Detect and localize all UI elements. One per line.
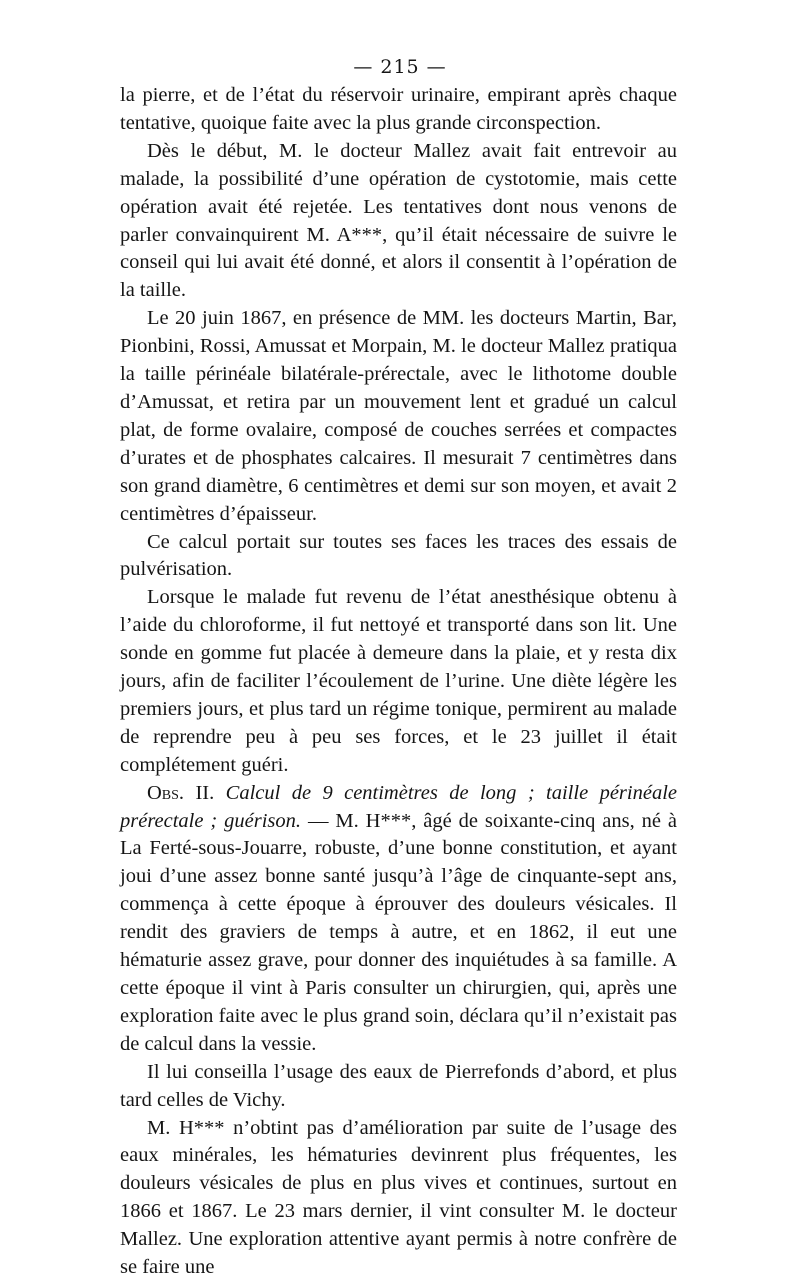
paragraph: Dès le début, M. le docteur Mallez avait fait entrevoir au malade, la possibilité d’une opération de cystotomie, mais cette opération avait été rejetée. Les tentatives dont nous venons de parler convainquirent M. A***, qu’il était nécessaire de suivre le conseil qui lui avait été donné, et alors il consentit à l’opération de la taille. bbox=[120, 139, 677, 302]
paragraph: Lorsque le malade fut revenu de l’état anesthésique obtenu à l’aide du chloroforme, il fut nettoyé et transporté dans son lit. Une sonde en gomme fut placée à demeure dans la plaie, et y resta dix jours, afin de faciliter l’écoulement de l’urine. Une diète légère les premiers jours, et plus tard un régime tonique, permirent au malade de reprendre peu à peu ses forces, et le 23 juillet il était complétement guéri. bbox=[120, 586, 677, 776]
paragraph: M. H*** n’obtint pas d’amélioration par suite de l’usage des eaux minérales, les hématuries devinrent plus fréquentes, les douleurs vésicales de plus en plus vives et continues, surtout en 1866 et 1867. Le 23 mars dernier, il vint consulter M. le docteur Mallez. Une exploration attentive ayant permis à notre confrère de se faire une bbox=[120, 1116, 677, 1279]
page-number: — 215 — bbox=[353, 56, 447, 78]
observation-paragraph bbox=[120, 780, 677, 1059]
paragraph: Il lui conseilla l’usage des eaux de Pierrefonds d’abord, et plus tard celles de Vichy. bbox=[120, 1060, 677, 1111]
observation-label: Obs. II. bbox=[147, 781, 215, 804]
observation-title: Calcul de 9 centimètres de long ; taille périnéale prérectale ; guérison. bbox=[120, 781, 677, 832]
paragraph-continuation: la pierre, et de l’état du réservoir urinaire, empirant après chaque tentative, quoique faite avec la plus grande circonspection. bbox=[120, 84, 677, 134]
body-text bbox=[120, 82, 677, 1282]
paragraph: Ce calcul portait sur toutes ses faces les traces des essais de pulvérisation. bbox=[120, 530, 677, 581]
paragraph: Le 20 juin 1867, en présence de MM. les docteurs Martin, Bar, Pionbini, Rossi, Amussat et Morpain, M. le docteur Mallez pratiqua la taille périnéale bilatérale-prérectale, avec le lithotome double d’Amussat, et retira par un mouvement lent et gradué un calcul plat, de forme ovalaire, composé de couches serrées et compactes d’urates et de phosphates calcaires. Il mesurait 7 centimètres dans son grand diamètre, 6 centimètres et demi sur son moyen, et avait 2 centimètres d’épaisseur. bbox=[120, 307, 677, 525]
observation-body: — M. H***, âgé de soixante-cinq ans, né à La Ferté-sous-Jouarre, robuste, d’une bonne constitution, et ayant joui d’une assez bonne santé jusqu’à l’âge de cinquante-sept ans, commença à cette époque à éprouver des douleurs vésicales. Il rendit des graviers de temps à autre, et en 1862, il eut une hématurie assez grave, pour donner des inquiétudes à sa famille. A cette époque il vint à Paris consulter un chirurgien, qui, après une exploration faite avec le plus grand soin, déclara qu’il n’existait pas de calcul dans la vessie. bbox=[120, 809, 677, 1055]
